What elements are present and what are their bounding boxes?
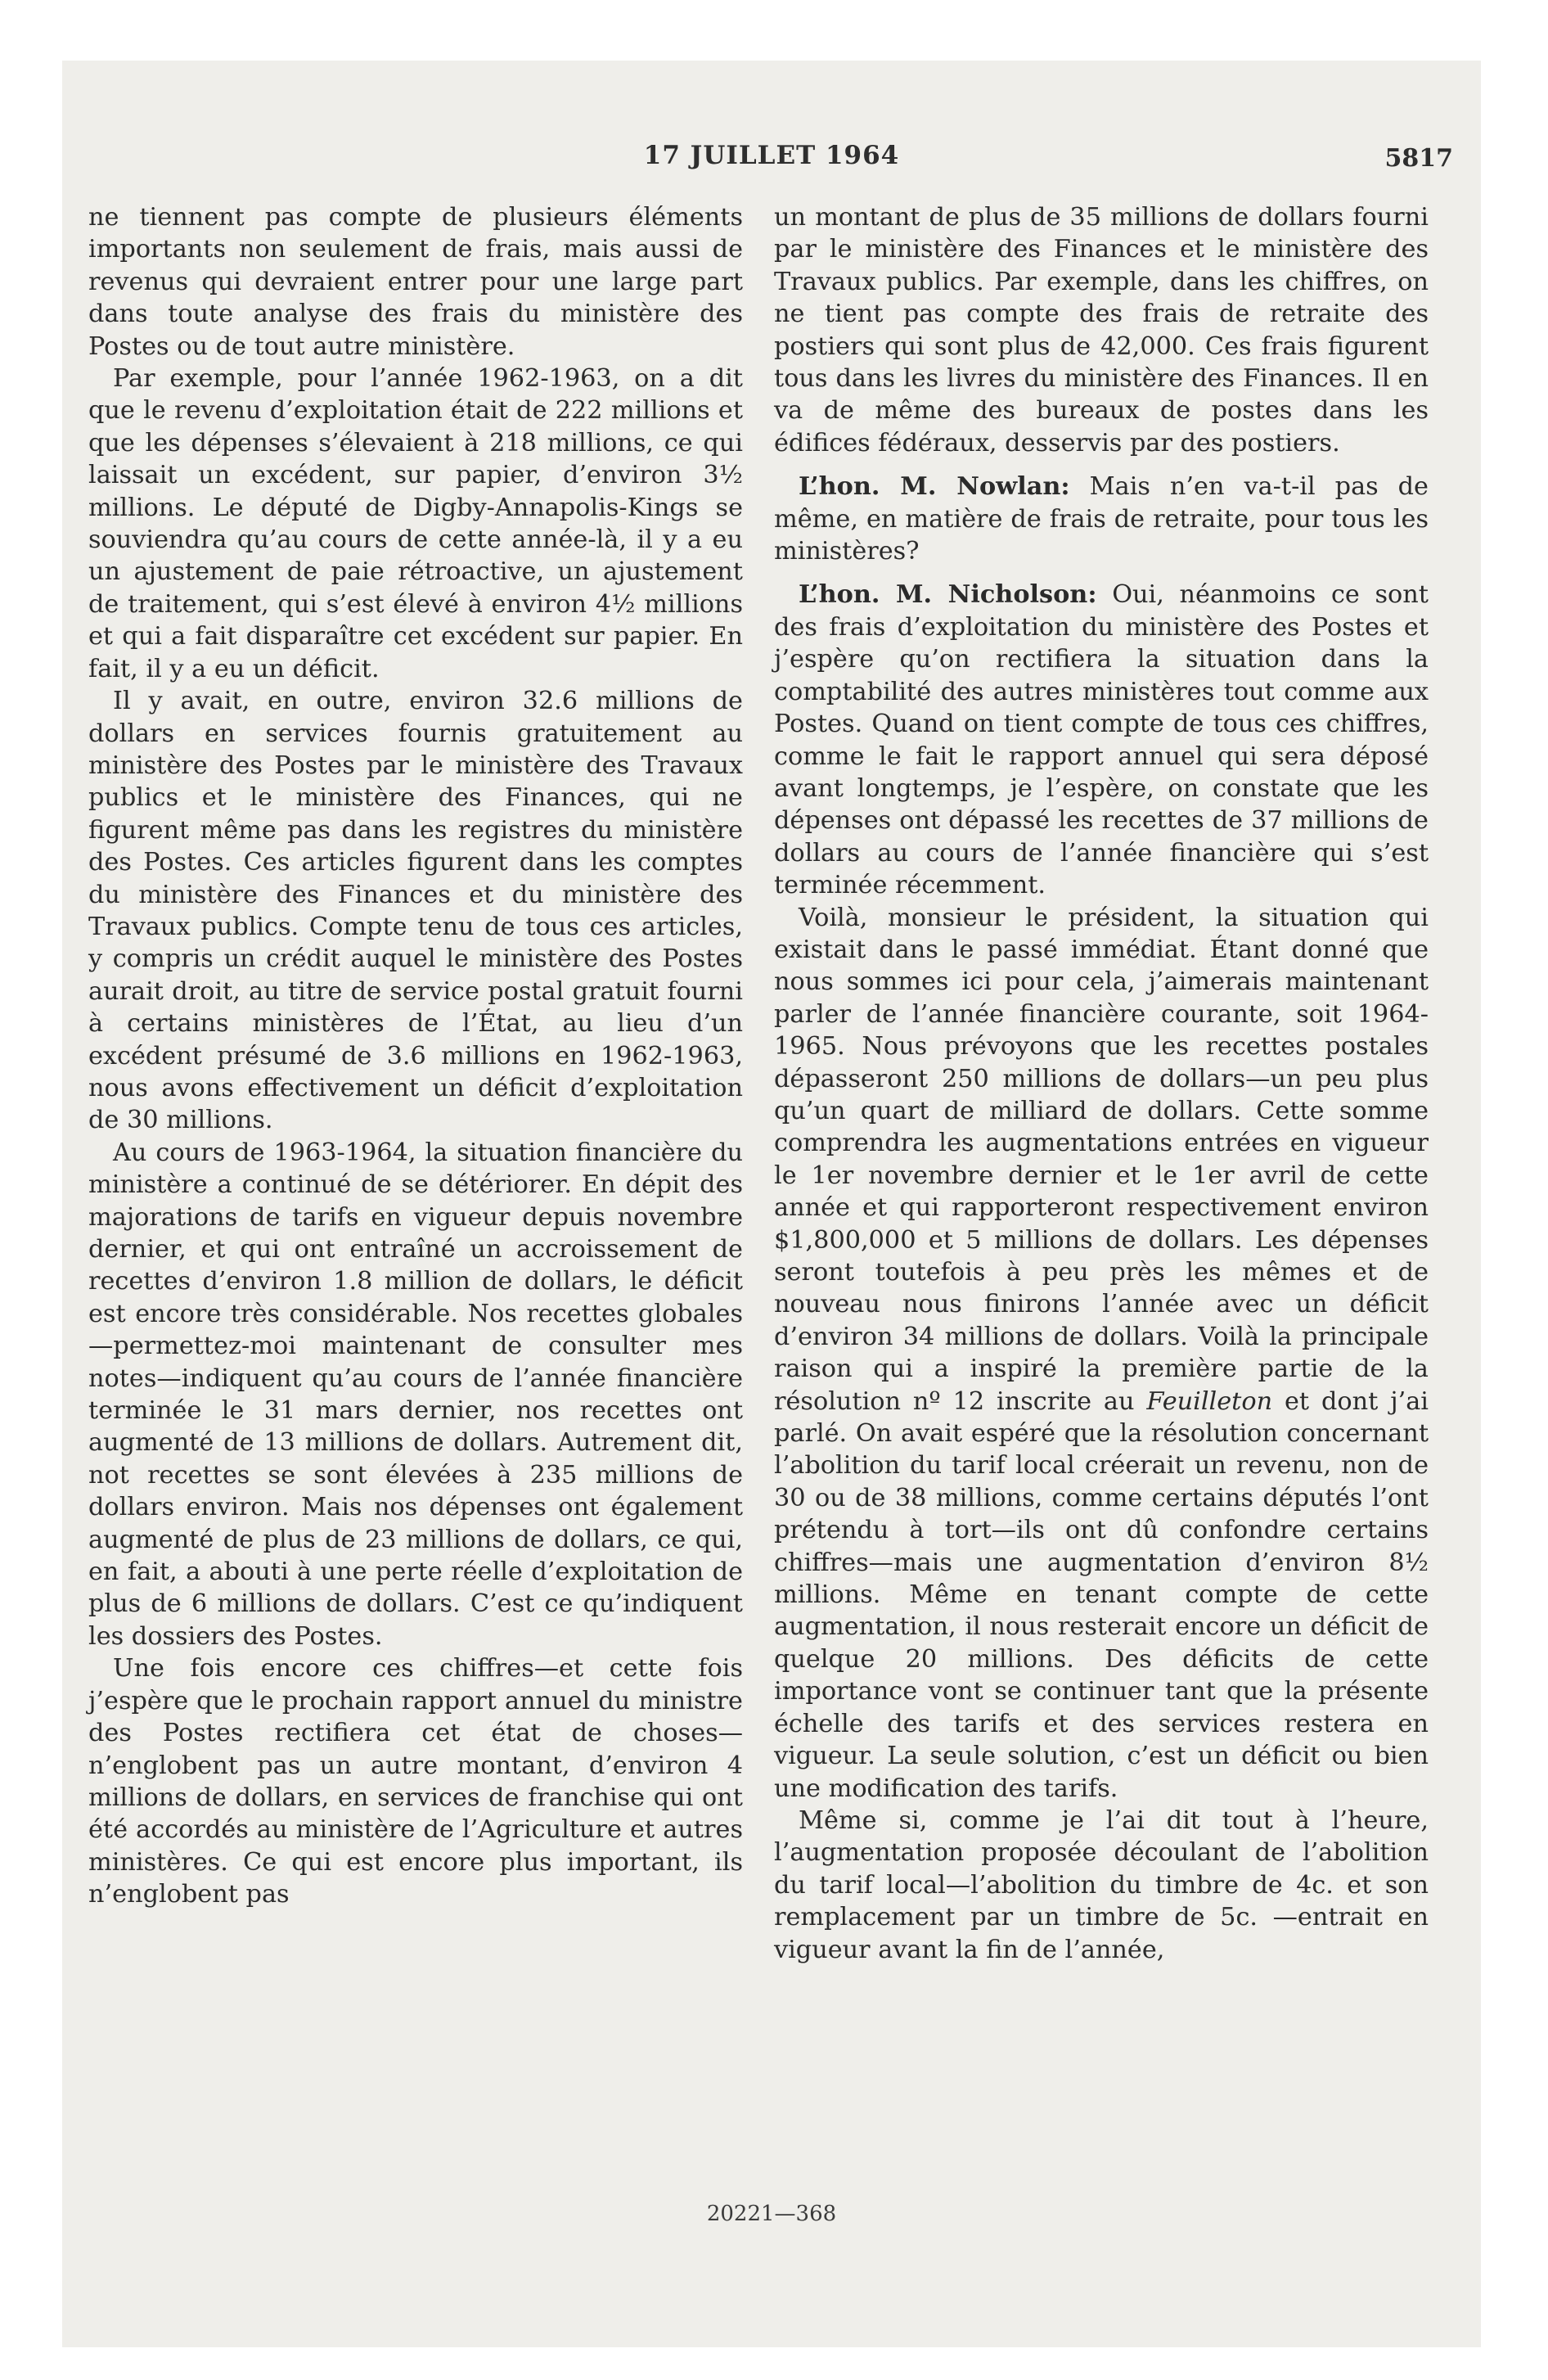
page-date: 17 JUILLET 1964 bbox=[643, 141, 900, 170]
page-number: 5817 bbox=[1384, 144, 1453, 173]
document-page bbox=[62, 61, 1481, 2347]
paragraph-text: et dont j’ai parlé. On avait espéré que la résolution concernant l’abolition du tarif local créerait un revenu, non de 30 ou de 38 millions, comme certains députés l’ont prétendu à tort—ils ont dû confondre certains chiffres—mais une augmentation d’environ 8½ millions. Même en tenant compte de cette augmentation, il nous resterait encore un déficit de quelque 20 millions. Des déficits de cette importance vont se continuer tant que la présente échelle des tarifs et des services restera en vigueur. La seule solution, c’est un déficit ou bien une modification des tarifs. bbox=[774, 1386, 1429, 1803]
page-footer: 20221—368 bbox=[706, 2202, 837, 2226]
paragraph: Par exemple, pour l’année 1962-1963, on a dit que le revenu d’exploitation était de 222 millions et que les dépenses s’élevaient à 218 millions, ce qui laissait un excédent, sur papier, d’environ 3½ millions. Le député de Digby-Annapolis-Kings se souviendra qu’au cours de cette année-là, il y a eu un ajustement de paie rétroactive, un ajustement de traitement, qui s’est élevé à environ 4½ millions et qui a fait disparaître cet excédent sur papier. En fait, il y a eu un déficit. bbox=[88, 364, 743, 683]
speaker-name: L’hon. M. Nicholson: bbox=[799, 580, 1097, 610]
paragraph: Il y avait, en outre, environ 32.6 millions de dollars en services fournis gratuitement au ministère des Postes par le ministère des Travaux publics et le ministère des Finances, qui ne figurent même pas dans les registres du ministère des Postes. Ces articles figurent dans les comptes du ministère des Finances et du ministère des Travaux publics. Compte tenu de tous ces articles, y compris un crédit auquel le ministère des Postes aurait droit, au titre de service postal gratuit fourni à certains ministères de l’État, au lieu d’un excédent présumé de 3.6 millions en 1962-1963, nous avons effectivement un déficit d’exploitation de 30 millions. bbox=[88, 687, 743, 1135]
paragraph: ne tiennent pas compte de plusieurs éléments importants non seulement de frais, mais aussi de revenus qui devraient entrer pour une large part dans toute analyse des frais du ministère des Postes ou de tout autre ministère. bbox=[88, 203, 743, 361]
paragraph: Même si, comme je l’ai dit tout à l’heure, l’augmentation proposée découlant de l’abolition du tarif local—l’abolition du timbre de 4c. et son remplacement par un timbre de 5c. —entrait en vigueur avant la fin de l’année, bbox=[774, 1805, 1429, 1964]
paragraph bbox=[774, 902, 1429, 1805]
speech-nicholson bbox=[774, 579, 1429, 901]
left-column bbox=[88, 201, 743, 1911]
speech-text: Oui, néanmoins ce sont des frais d’exploitation du ministère des Postes et j’espère qu’on rectifiera la situation dans la comptabilité des autres ministères tout comme aux Postes. Quand on tient compte de tous ces chiffres, comme le fait le rapport annuel qui sera déposé avant longtemps, je l’espère, on constate que les dépenses ont dépassé les recettes de 37 millions de dollars au cours de l’année financière qui s’est terminée récemment. bbox=[774, 580, 1429, 900]
paragraph: Au cours de 1963-1964, la situation financière du ministère a continué de se détériorer. En dépit des majorations de tarifs en vigueur depuis novembre dernier, et qui ont entraîné un accroissement de recettes d’environ 1.8 million de dollars, le déficit est encore très considérable. Nos recettes globales—permettez-moi maintenant de consulter mes notes—indiquent qu’au cours de l’année financière terminée le 31 mars dernier, nos recettes ont augmenté de 13 millions de dollars. Autrement dit, not recettes se sont élevées à 235 millions de dollars environ. Mais nos dépenses ont également augmenté de plus de 23 millions de dollars, ce qui, en fait, a abouti à une perte réelle d’exploitation de plus de 6 millions de dollars. C’est ce qu’indiquent les dossiers des Postes. bbox=[88, 1138, 743, 1651]
right-column bbox=[774, 201, 1429, 1966]
speech-nowlan bbox=[774, 471, 1429, 567]
speaker-name: L’hon. M. Nowlan: bbox=[799, 472, 1070, 502]
speech-text: Mais n’en va-t-il pas de même, en matière de frais de retraite, pour tous les ministères? bbox=[774, 472, 1429, 566]
paragraph: un montant de plus de 35 millions de dollars fourni par le ministère des Finances et le ministère des Travaux publics. Par exemple, dans les chiffres, on ne tient pas compte des frais de retraite des postiers qui sont plus de 42,000. Ces frais figurent tous dans les livres du ministère des Finances. Il en va de même des bureaux de postes dans les édifices fédéraux, desservis par des postiers. bbox=[774, 203, 1429, 458]
page-header bbox=[62, 141, 1481, 182]
feuilleton-italic: Feuilleton bbox=[1146, 1386, 1273, 1416]
paragraph: Une fois encore ces chiffres—et cette fois j’espère que le prochain rapport annuel du ministre des Postes rectifiera cet état de choses—n’englobent pas un autre montant, d’environ 4 millions de dollars, en services de franchise qui ont été accordés au ministère de l’Agriculture et autres ministères. Ce qui est encore plus important, ils n’englobent pas bbox=[88, 1654, 743, 1909]
paragraph-text: Voilà, monsieur le président, la situation qui existait dans le passé immédiat. Étant donné que nous sommes ici pour cela, j’aimerais maintenant parler de l’année financière courante, soit 1964-1965. Nous prévoyons que les recettes postales dépasseront 250 millions de dollars—un peu plus qu’un quart de milliard de dollars. Cette somme comprendra les augmentations entrées en vigueur le 1er novembre dernier et le 1er avril de cette année et qui rapporteront respectivement environ $1,800,000 et 5 millions de dollars. Les dépenses seront toutefois à peu près les mêmes et de nouveau nous finirons l’année avec un déficit d’environ 34 millions de dollars. Voilà la principale raison qui a inspiré la première partie de la résolution nº 12 inscrite au bbox=[774, 903, 1429, 1416]
